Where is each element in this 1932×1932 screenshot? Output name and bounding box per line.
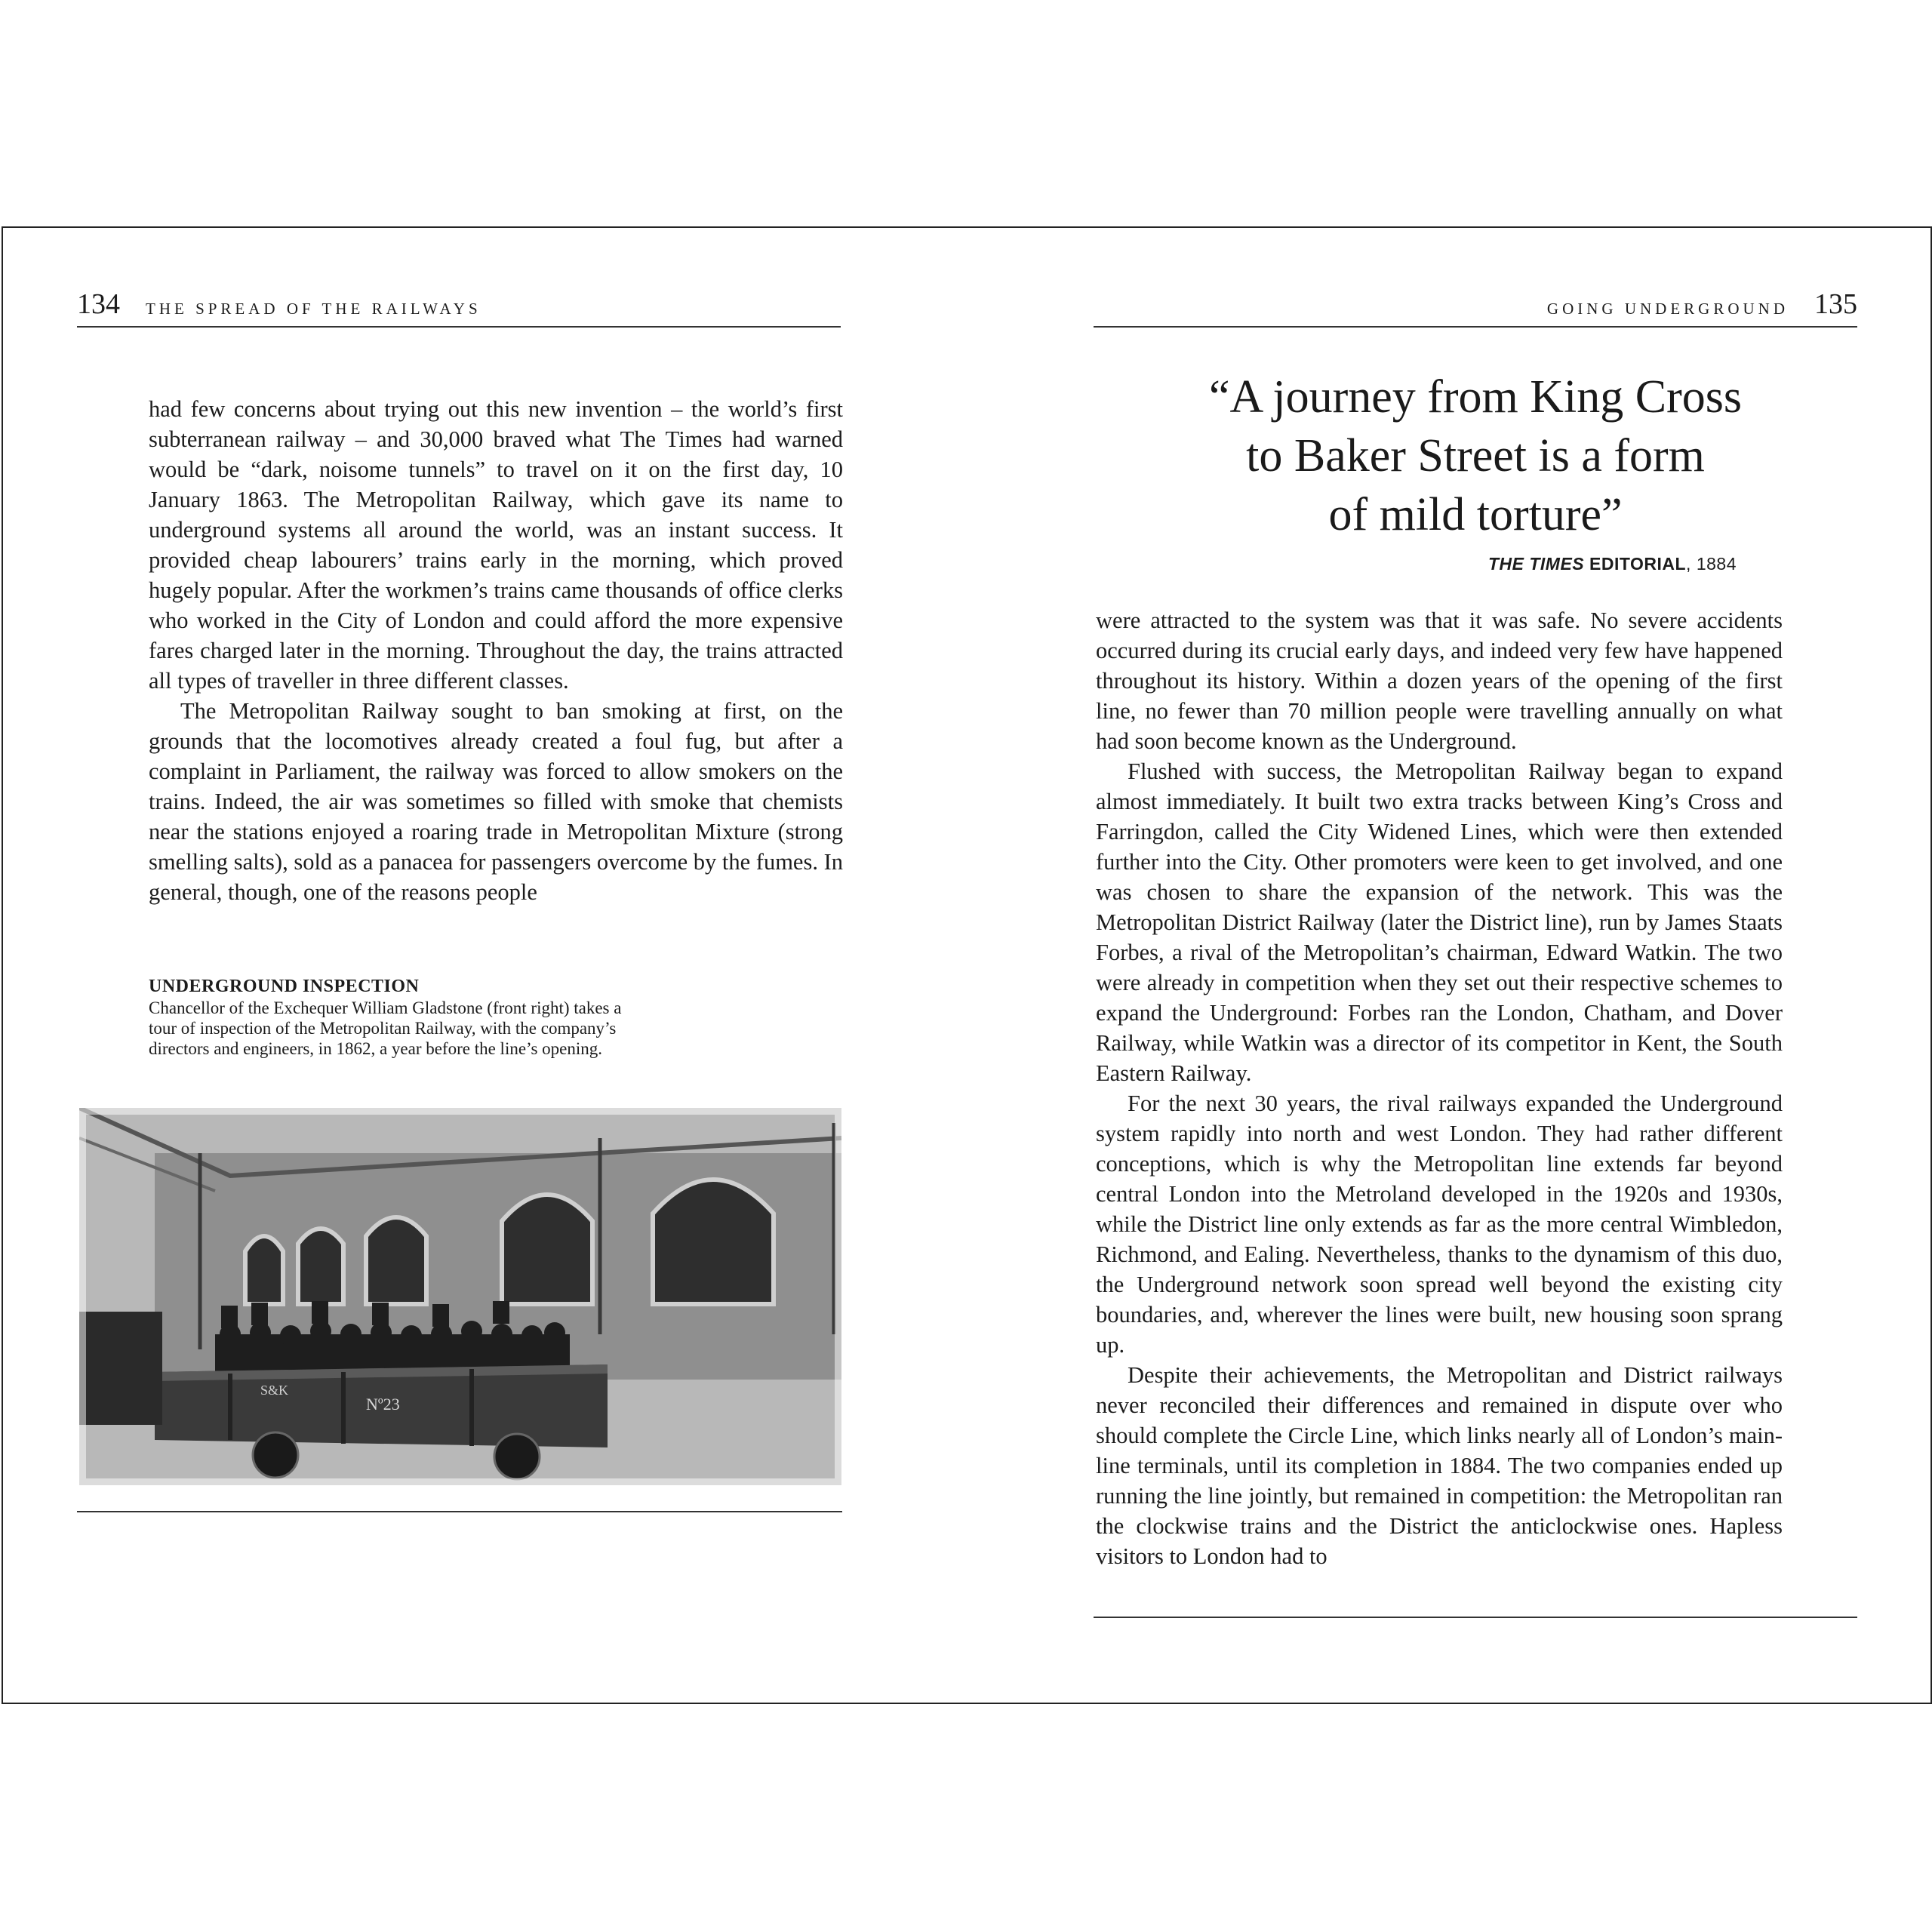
photo-caption <box>149 975 632 1059</box>
pull-quote-line-1: “A journey from King Cross <box>1208 371 1743 423</box>
photo-illustration <box>79 1108 841 1485</box>
pull-quote-line-3: of mild torture” <box>1328 489 1623 540</box>
right-body-text <box>1096 605 1783 1571</box>
historic-photo-underground-inspection <box>79 1108 841 1485</box>
left-paragraph-1: had few concerns about trying out this new invention – the world’s first subterranean railway – and 30,000 braved what The Times had warned would be “dark, noisome tunnels” to travel on it on the first day, 10 January 1863. The Metropolitan Railway, which gave its name to underground systems all around the world, was an instant success. It provided cheap labourers’ trains early in the morning, which proved hugely popular. After the workmen’s trains came thousands of office clerks who worked in the City of London and could afford the more expensive fares charged later in the morning. Throughout the day, the trains attracted all types of traveller in three different classes. <box>149 396 843 694</box>
right-paragraph-1: were attracted to the system was that it was safe. No severe accidents occurred during its crucial early days, and indeed very few have happened throughout its history. Within a dozen years of the opening of the first line, no fewer than 70 million people were travelling annually on what had soon become known as the Underground. <box>1096 608 1783 754</box>
left-page <box>3 228 967 1703</box>
pull-quote-line-2: to Baker Street is a form <box>1246 430 1705 481</box>
left-page-number: 134 <box>77 288 120 320</box>
right-page-number: 135 <box>1814 288 1857 320</box>
wagon-letters: S&K <box>260 1383 289 1398</box>
right-bottom-rule <box>1094 1617 1857 1618</box>
right-section-title: GOING UNDERGROUND <box>1546 300 1789 318</box>
pull-quote <box>1094 368 1857 544</box>
right-paragraph-2: Flushed with success, the Metropolitan Railway began to expand almost immediately. It built two extra tracks between King’s Cross and Farringdon, called the City Widened Lines, which were then extended further into the City. Other promoters were keen to get involved, and one was chosen to share the expansion of the network. This was the Metropolitan District Railway (later the District line), run by James Staats Forbes, a rival of the Metropolitan’s chairman, Edward Watkin. The two were already in competition when they set out their respective schemes to expand the Underground: Forbes ran the London, Chatham, and Dover Railway, while Watkin was a director of its competitor in Kent, the South Eastern Railway. <box>1096 758 1783 1086</box>
left-running-head <box>77 288 841 328</box>
caption-title: UNDERGROUND INSPECTION <box>149 977 420 996</box>
quote-source-publication: THE TIMES <box>1487 554 1585 574</box>
left-body-text <box>149 394 843 907</box>
left-paragraph-2: The Metropolitan Railway sought to ban smoking at first, on the grounds that the locomotives already created a foul fug, but after a complaint in Parliament, the railway was forced to allow smokers on the trains. Indeed, the air was sometimes so filled with smoke that chemists near the stations enjoyed a roaring trade in Metropolitan Mixture (strong smelling salts), sold as a panacea for passengers overcome by the fumes. In general, though, one of the reasons people <box>149 698 843 905</box>
quote-source <box>1254 554 1737 574</box>
left-bottom-rule <box>77 1511 842 1512</box>
right-paragraph-3: For the next 30 years, the rival railways expanded the Underground system rapidly into north and west London. They had rather different conceptions, which is why the Metropolitan line extends far beyond central London into the Metroland developed in the 1920s and 1930s, while the District line only extends as far as the more central Wimbledon, Richmond, and Ealing. Nevertheless, thanks to the dynamism of this duo, the Underground network soon spread well beyond the existing city boundaries, and, wherever the lines were built, new housing soon sprang up. <box>1096 1091 1783 1358</box>
right-running-head <box>1094 288 1857 328</box>
book-spread <box>2 226 1932 1704</box>
quote-source-type: EDITORIAL <box>1589 554 1687 574</box>
quote-source-year: , 1884 <box>1686 554 1737 574</box>
right-paragraph-4: Despite their achievements, the Metropolitan and District railways never reconciled their differences and remained in dispute over who should complete the Circle Line, which links nearly all of London’s main-line terminals, until its completion in 1884. The two companies ended up running the line jointly, but remained in competition: the Metropolitan ran the clockwise trains and the District the anticlockwise ones. Hapless visitors to London had to <box>1096 1362 1783 1569</box>
right-page <box>967 228 1930 1703</box>
caption-text: Chancellor of the Exchequer William Gladstone (front right) takes a tour of inspection of the Metropolitan Railway, with the company’s directors and engineers, in 1862, a year before the line’s opening. <box>149 998 622 1058</box>
wagon-marking: Nº23 <box>366 1395 400 1414</box>
left-section-title: THE SPREAD OF THE RAILWAYS <box>146 300 481 318</box>
